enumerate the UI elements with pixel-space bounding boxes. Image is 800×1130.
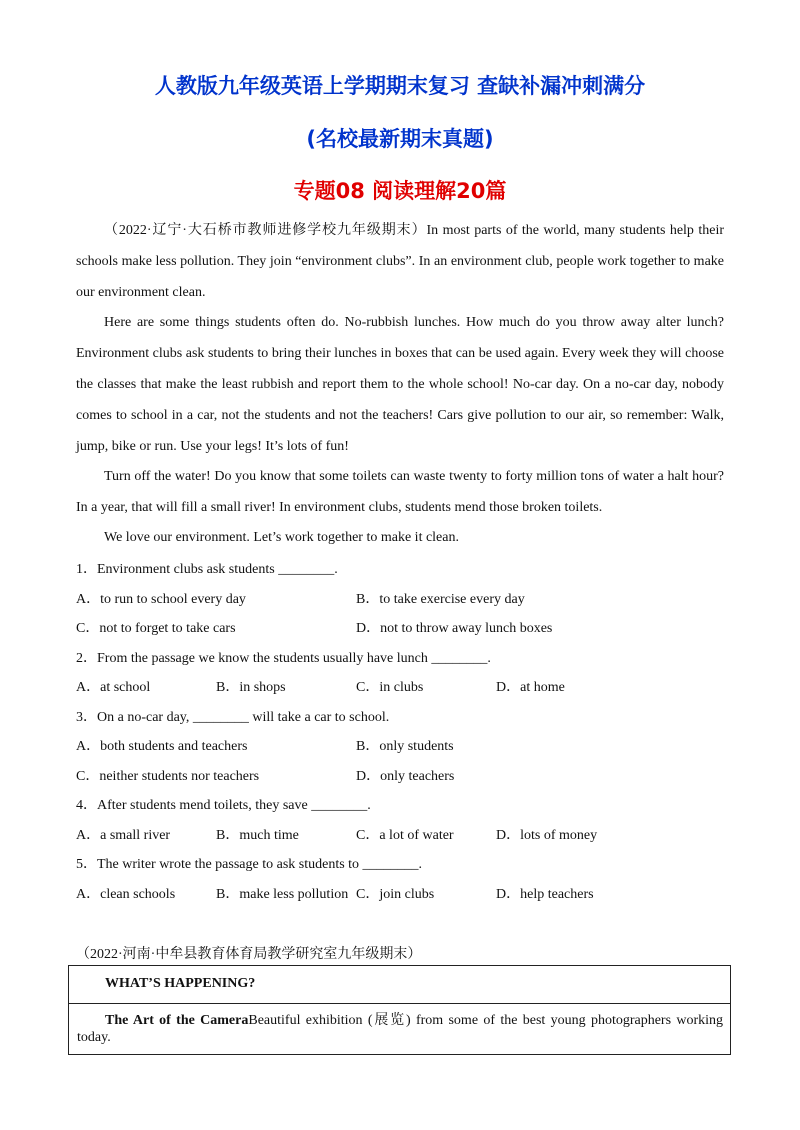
question-2-option-a: A．at school (76, 680, 151, 695)
question-3-option-b: B．only students (356, 739, 454, 754)
info-table-item (77, 1012, 723, 1046)
passage1-paragraph-4-text: We love our environment. Let’s work together to make it clean. (104, 530, 459, 545)
question-5-option-c: C．join clubs (356, 887, 435, 902)
question-1-stem: 1．Environment clubs ask students ________. (76, 562, 338, 577)
question-4-option-b: B．much time (216, 828, 299, 843)
page-title: 人教版九年级英语上学期期末复习 查缺补漏冲刺满分 (154, 74, 646, 98)
passage1-paragraph-3-text: Turn off the water! Do you know that some toilets can waste twenty to forty million tons of water a halt hour? In a year, that will fill a small river! In environment clubs, students mend those broken toilets. (76, 469, 724, 515)
question-2-option-d: D．at home (496, 680, 565, 695)
question-4-option-d: D．lots of money (496, 828, 598, 843)
section-title: 专题08 阅读理解20篇 (293, 179, 507, 203)
question-1-option-d: D．not to throw away lunch boxes (356, 621, 553, 636)
passage1-paragraph-4 (76, 522, 724, 553)
item-title: The Art of the Camera (105, 1013, 249, 1028)
question-4-option-c: C．a lot of water (356, 828, 454, 843)
question-5-option-a: A．clean schools (76, 887, 176, 902)
question-1-option-c: C．not to forget to take cars (76, 621, 236, 636)
question-5-option-b: B．make less pollution (216, 887, 349, 902)
info-table-header-row (69, 966, 730, 1004)
info-table (68, 965, 731, 1055)
passage1-paragraph-1-text: In most parts of the world, many students help their schools make less pollution. They join “environment clubs”. In an environment club, people work together to make our environment clean. (76, 223, 724, 300)
question-3-option-c: C．neither students nor teachers (76, 769, 260, 784)
item-text: Beautiful exhibition (展览) from some of the best young photographers working today. (77, 1013, 724, 1045)
passage1-source: （2022·辽宁·大石桥市教师进修学校九年级期末） (104, 223, 427, 238)
passage1-paragraph-2 (76, 307, 724, 462)
question-2-option-c: C．in clubs (356, 680, 424, 695)
question-4-option-a: A．a small river (76, 828, 171, 843)
question-2-stem: 2．From the passage we know the students usually have lunch ________. (76, 651, 491, 666)
question-4-stem: 4．After students mend toilets, they save ________. (76, 798, 371, 813)
question-3-stem: 3．On a no-car day, ________ will take a car to school. (76, 710, 390, 725)
passage1-paragraph-3 (76, 461, 724, 523)
info-table-heading: WHAT’S HAPPENING? (105, 976, 256, 991)
question-1-option-b: B．to take exercise every day (356, 592, 525, 607)
passage1-paragraph-1 (76, 215, 724, 308)
question-2-option-b: B．in shops (216, 680, 286, 695)
question-5-option-d: D．help teachers (496, 887, 594, 902)
page-subtitle: (名校最新期末真题) (306, 127, 494, 151)
question-3-option-d: D．only teachers (356, 769, 455, 784)
passage1-paragraph-2-text: Here are some things students often do. No-rubbish lunches. How much do you throw away alter lunch? Environment clubs ask students to bring their lunches in boxes that can be used again. Every week they will choose the classes that make the least rubbish and report them to the whole school! No-car day. On a no-car day, nobody comes to school in a car, not the students and not the teachers! Cars give pollution to our air, so remember: Walk, jump, bike or run. Use your legs! It’s lots of fun! (76, 315, 724, 454)
passage2-source: （2022·河南·中牟县教育体育局教学研究室九年级期末） (76, 947, 422, 962)
question-5-stem: 5．The writer wrote the passage to ask students to ________. (76, 857, 423, 872)
question-3-option-a: A．both students and teachers (76, 739, 248, 754)
question-1-option-a: A．to run to school every day (76, 592, 246, 607)
